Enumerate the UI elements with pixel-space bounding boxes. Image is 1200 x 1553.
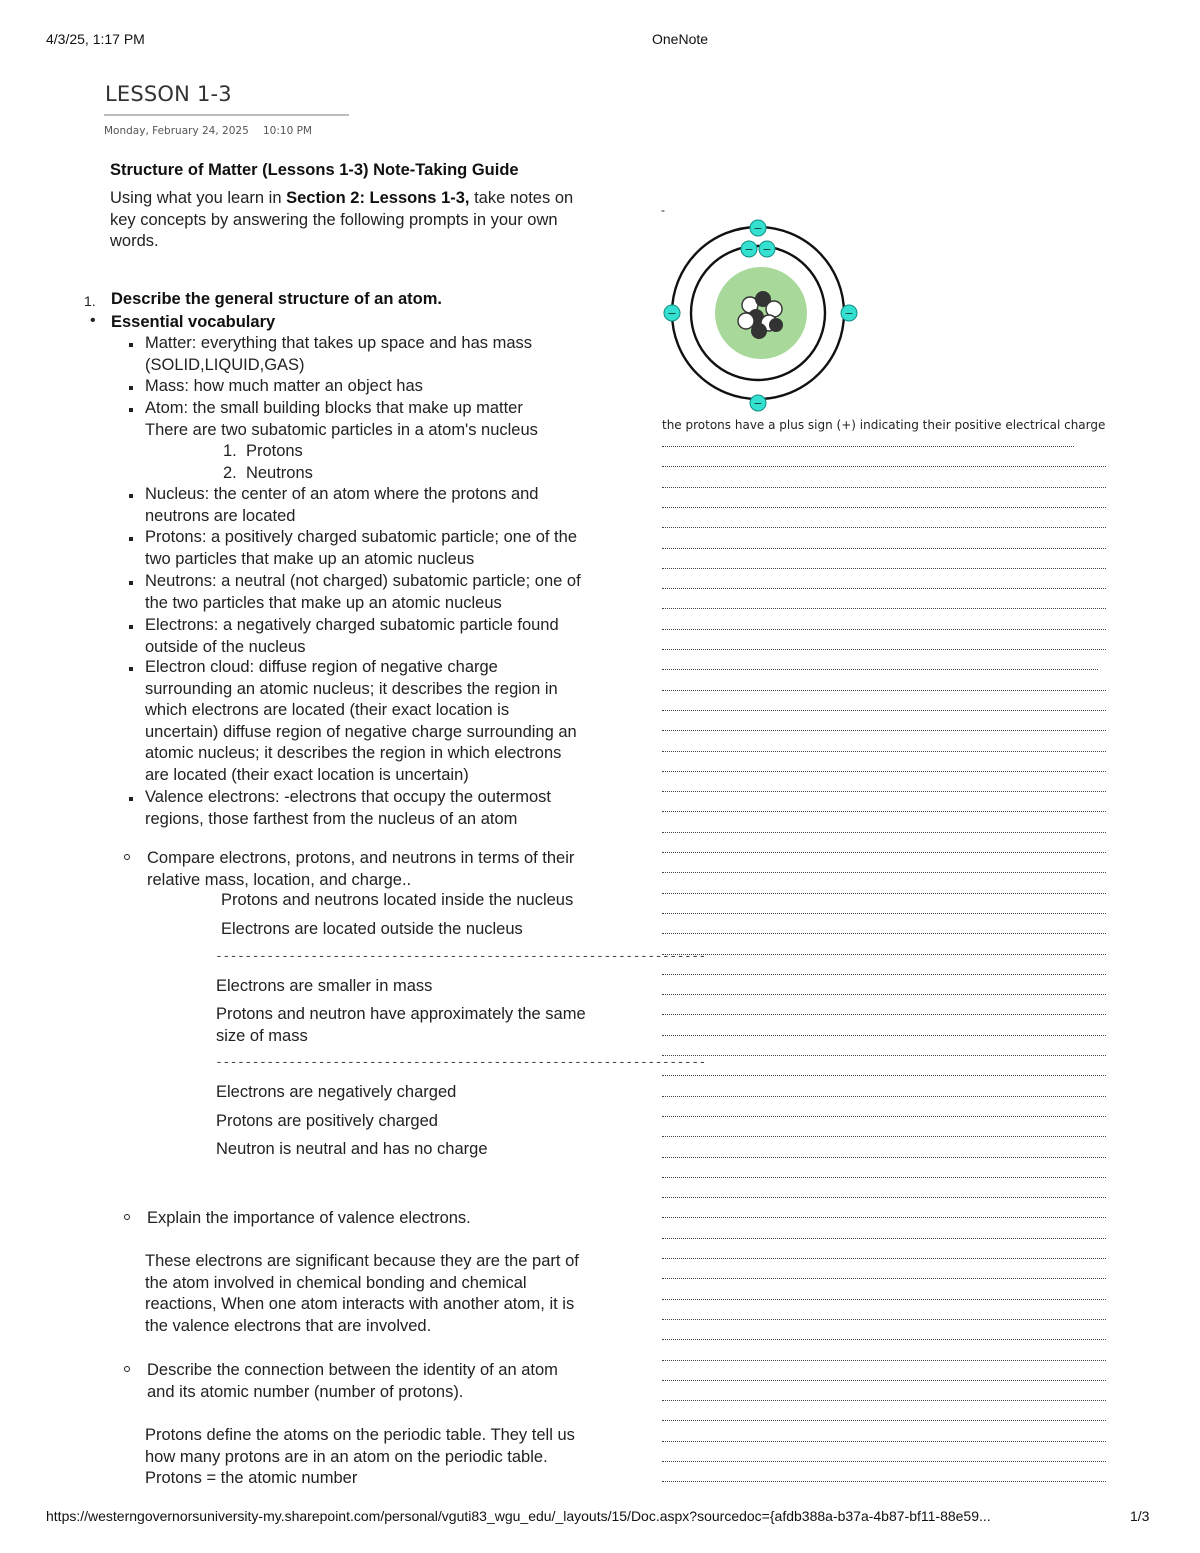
valence-answer-line: the valence electrons that are involved. — [145, 1316, 432, 1335]
identity-prompt — [147, 1360, 558, 1403]
dotted-line — [662, 913, 1106, 914]
dotted-line — [662, 954, 1106, 955]
compare-mass-2 — [216, 1004, 586, 1047]
dotted-line — [662, 1197, 1106, 1198]
vocab-matter-line2: (SOLID,LIQUID,GAS) — [145, 355, 305, 374]
vocab-heading: Essential vocabulary — [111, 313, 276, 331]
vocab-cloud-line: atomic nucleus; it describes the region in which electrons — [145, 744, 562, 762]
vocab-neutrons-line1: Neutrons: a neutral (not charged) subatomic particle; one of — [145, 572, 581, 590]
bohr-atom-diagram — [655, 215, 865, 415]
bullet-dot: • — [90, 312, 96, 329]
dotted-line — [662, 832, 1106, 833]
subatomic-item-number: 1. — [223, 442, 237, 460]
dotted-line — [662, 1360, 1106, 1361]
vocab-cloud-line: Electron cloud: diffuse region of negative charge — [145, 658, 498, 676]
vocab-atom-line2: There are two subatomic particles in a atom's nucleus — [145, 420, 538, 439]
question-1-text: Describe the general structure of an atom. — [111, 290, 443, 308]
dotted-line — [662, 608, 1106, 609]
electron-sign: − — [844, 307, 854, 320]
list-bullet — [129, 667, 133, 671]
dotted-line — [662, 690, 1106, 691]
guide-intro-part2: take notes on — [469, 189, 574, 207]
vocab-cloud-line: are located (their exact location is uncertain) — [145, 765, 469, 784]
valence-prompt: Explain the importance of valence electrons. — [147, 1209, 471, 1227]
compare-charge-3: Neutron is neutral and has no charge — [216, 1140, 488, 1158]
compare-prompt-line2: relative mass, location, and charge.. — [147, 870, 412, 889]
guide-intro — [110, 188, 650, 253]
compare-mass-2-line2: size of mass — [216, 1026, 308, 1045]
page-title: LESSON 1-3 — [105, 82, 232, 106]
dotted-line — [662, 1157, 1106, 1158]
dotted-line — [662, 1258, 1106, 1259]
dotted-line — [662, 1075, 1106, 1076]
dotted-line — [662, 548, 1106, 549]
dotted-line — [662, 507, 1106, 508]
subatomic-item-label: Neutrons — [245, 464, 313, 482]
print-app-name: OneNote — [652, 31, 709, 47]
compare-prompt — [147, 848, 574, 891]
vocab-electron-cloud — [145, 657, 577, 786]
dotted-line — [662, 1096, 1106, 1097]
vocab-matter-line1: Matter: everything that takes up space and has mass — [145, 334, 533, 352]
dotted-line — [662, 893, 1106, 894]
dotted-line — [662, 1400, 1106, 1401]
dotted-line — [662, 974, 1106, 975]
dotted-line — [662, 771, 1106, 772]
dotted-line — [662, 669, 1098, 670]
guide-intro-line3: words. — [110, 232, 159, 250]
nucleon — [751, 323, 767, 339]
dotted-line — [662, 1461, 1106, 1462]
dotted-line — [662, 1136, 1106, 1137]
vocab-protons-line2: two particles that make up an atomic nucleus — [145, 549, 475, 568]
list-bullet — [129, 797, 133, 801]
vocab-atom-line1: Atom: the small building blocks that make up matter — [145, 399, 523, 417]
electron-sign: − — [762, 243, 772, 256]
list-bullet — [129, 386, 133, 390]
compare-mass-2-line1: Protons and neutron have approximately the same — [216, 1005, 586, 1023]
dotted-line — [662, 487, 1106, 488]
dotted-line — [662, 1238, 1106, 1239]
dotted-line — [662, 1319, 1106, 1320]
vocab-electrons — [145, 615, 559, 658]
compare-mass-1: Electrons are smaller in mass — [216, 977, 433, 995]
compare-separator: ------------------------------------------------------------------- — [215, 1055, 706, 1070]
compare-location-1: Protons and neutrons located inside the nucleus — [221, 891, 574, 909]
vocab-valence — [145, 787, 551, 830]
vocab-nucleus — [145, 484, 539, 527]
compare-location-2: Electrons are located outside the nucleus — [221, 920, 523, 938]
guide-intro-part1: Using what you learn in — [110, 189, 287, 207]
dotted-line — [662, 1380, 1106, 1381]
dotted-line — [662, 1035, 1106, 1036]
list-bullet-circle — [124, 854, 130, 860]
valence-answer-line: the atom involved in chemical bonding and chemical — [145, 1273, 527, 1292]
dotted-line — [662, 1481, 1106, 1482]
vocab-protons — [145, 527, 577, 570]
footer-page-number: 1/3 — [1130, 1508, 1150, 1524]
list-bullet-circle — [124, 1214, 130, 1220]
dotted-line — [662, 1339, 1106, 1340]
dotted-line — [662, 527, 1106, 528]
dotted-line — [662, 446, 1074, 447]
dotted-line — [662, 1014, 1106, 1015]
vocab-valence-line2: regions, those farthest from the nucleus of an atom — [145, 809, 518, 828]
vocab-atom — [145, 398, 538, 441]
dotted-line — [662, 751, 1106, 752]
vocab-matter — [145, 333, 532, 376]
nucleon — [769, 318, 783, 332]
dotted-line — [662, 649, 1106, 650]
electron-sign: − — [744, 243, 754, 256]
electron-sign: − — [667, 307, 677, 320]
subatomic-item-label: Protons — [245, 442, 303, 460]
subatomic-item-number: 2. — [223, 464, 237, 482]
vocab-cloud-line: which electrons are located (their exact location is — [145, 701, 510, 719]
nucleon — [738, 313, 754, 329]
vocab-neutrons — [145, 571, 581, 614]
dotted-line — [662, 852, 1106, 853]
dotted-line — [662, 568, 1106, 569]
subatomic-item-1 — [223, 441, 303, 463]
dotted-line — [662, 933, 1106, 934]
valence-answer-line: These electrons are significant because they are the part of — [145, 1252, 579, 1270]
dotted-line — [662, 1177, 1106, 1178]
guide-intro-line2: key concepts by answering the following prompts in your own — [110, 210, 558, 229]
dotted-line — [662, 1217, 1106, 1218]
dotted-line — [662, 1055, 1106, 1056]
dotted-line — [662, 466, 1106, 467]
dotted-line — [662, 730, 1106, 731]
vocab-electrons-line1: Electrons: a negatively charged subatomic particle found — [145, 616, 559, 634]
vocab-valence-line1: Valence electrons: -electrons that occupy the outermost — [145, 788, 551, 806]
page-time: 10:10 PM — [263, 125, 312, 137]
dotted-line — [662, 1441, 1106, 1442]
dotted-line — [662, 994, 1106, 995]
guide-heading: Structure of Matter (Lessons 1-3) Note-Taking Guide — [110, 161, 519, 179]
dotted-line — [662, 1420, 1106, 1421]
footer-url[interactable]: https://westerngovernorsuniversity-my.sharepoint.com/personal/vguti83_wgu_edu/_layouts/15/Doc.aspx?sourcedoc={afdb388a-b37a-4b87-bf11-88e59... — [46, 1508, 991, 1524]
dotted-line — [662, 811, 1106, 812]
valence-answer-line: reactions, When one atom interacts with another atom, it is — [145, 1295, 575, 1313]
vocab-cloud-line: uncertain) diffuse region of negative charge surrounding an — [145, 722, 577, 741]
electron-sign: − — [753, 397, 763, 410]
page-date: Monday, February 24, 2025 — [104, 125, 249, 137]
diagram-caption: the protons have a plus sign (+) indicating their positive electrical charge — [662, 418, 1106, 432]
list-bullet — [129, 537, 133, 541]
vocab-cloud-line: surrounding an atomic nucleus; it describes the region in — [145, 679, 558, 698]
print-datetime: 4/3/25, 1:17 PM — [46, 31, 145, 47]
list-bullet — [129, 408, 133, 412]
vocab-neutrons-line2: the two particles that make up an atomic nucleus — [145, 593, 502, 612]
vocab-nucleus-line1: Nucleus: the center of an atom where the protons and — [145, 485, 539, 503]
dotted-line — [662, 872, 1106, 873]
identity-prompt-line1: Describe the connection between the identity of an atom — [147, 1361, 558, 1379]
list-bullet — [129, 494, 133, 498]
vocab-electrons-line2: outside of the nucleus — [145, 637, 306, 656]
question-1-number: 1. — [84, 293, 96, 309]
compare-charge-1: Electrons are negatively charged — [216, 1083, 457, 1101]
dotted-line — [662, 1278, 1106, 1279]
dotted-line — [662, 629, 1106, 630]
list-bullet — [129, 581, 133, 585]
list-bullet — [129, 625, 133, 629]
dotted-line — [662, 588, 1106, 589]
electron-sign: − — [753, 222, 763, 235]
compare-charge-2: Protons are positively charged — [216, 1112, 438, 1130]
title-underline — [104, 114, 349, 116]
identity-answer-line: how many protons are in an atom on the periodic table. — [145, 1447, 548, 1466]
stray-dash: - — [661, 203, 665, 217]
guide-intro-bold: Section 2: Lessons 1-3, — [286, 189, 470, 207]
compare-prompt-line1: Compare electrons, protons, and neutrons in terms of their — [147, 849, 575, 867]
vocab-nucleus-line2: neutrons are located — [145, 506, 296, 525]
list-bullet — [129, 343, 133, 347]
identity-answer — [145, 1425, 575, 1490]
compare-separator: ------------------------------------------------------------------- — [215, 949, 706, 964]
list-bullet-circle — [124, 1366, 130, 1372]
identity-answer-line: Protons = the atomic number — [145, 1469, 358, 1487]
identity-answer-line: Protons define the atoms on the periodic table. They tell us — [145, 1426, 575, 1444]
subatomic-item-2 — [223, 463, 313, 485]
dotted-line — [662, 710, 1106, 711]
vocab-mass: Mass: how much matter an object has — [145, 377, 423, 395]
identity-prompt-line2: and its atomic number (number of protons). — [147, 1382, 464, 1401]
dotted-line — [662, 1116, 1106, 1117]
dotted-line — [662, 1299, 1106, 1300]
vocab-protons-line1: Protons: a positively charged subatomic particle; one of the — [145, 528, 577, 546]
dotted-line — [662, 791, 1106, 792]
valence-answer — [145, 1251, 579, 1337]
